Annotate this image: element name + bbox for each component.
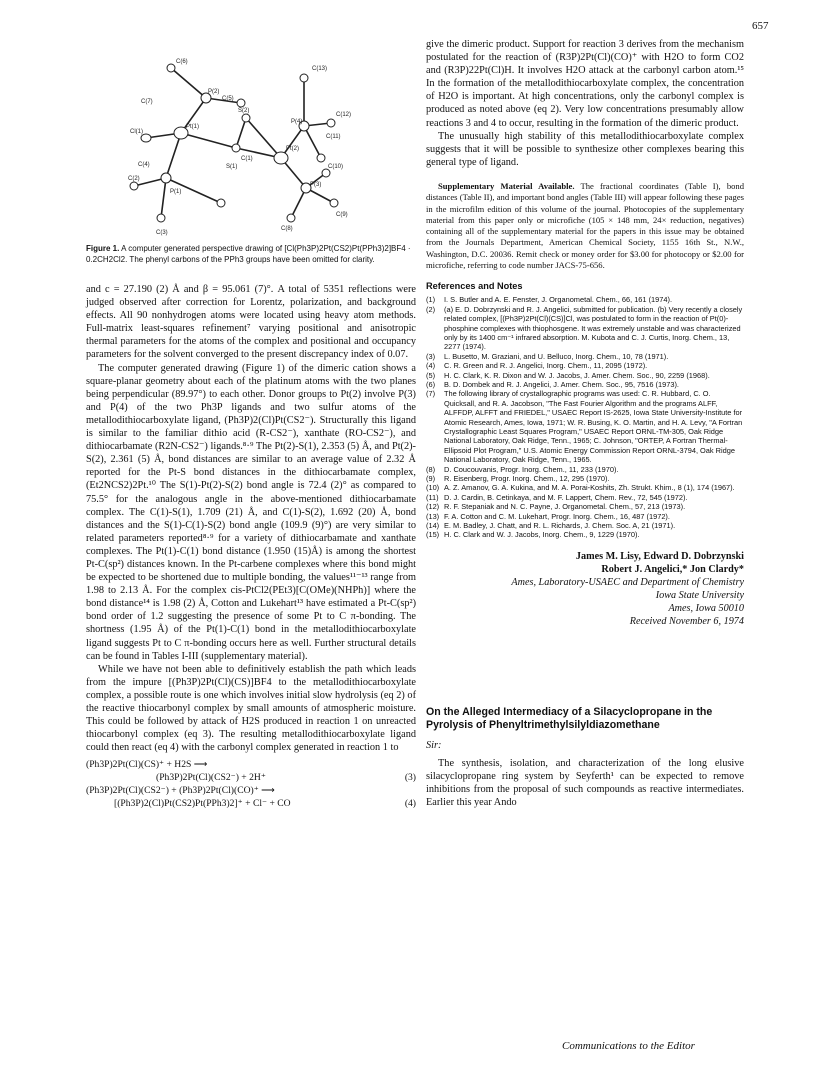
equation-3-line-2: (Ph3P)2Pt(Cl)(CS2⁻) + 2H⁺ (3) [156,772,416,784]
atom-label-c3: C(3) [156,230,168,236]
reference-item: (7) The following library of crystallographic programs was used: C. R. Hubbard, C. O. Quicksall, and R. A. Jacobson, "The Fast Fourier Algorithm and the programs ALFF, ALFFDP, ALFFT and FRIEDEL," USAEC Report IS-2625, Iowa State University-Institute for Atomic Research, Ames, Iowa, 1971; W. R. Busing, K. O. Martin, and H. A. Levy, "A Fortran Crystallographic Least Squares Program," USAEC Report ORNL-TM-305, Oak Ridge National Laboratory, Oak Ridge, Tenn., 1965; C. Johnson, "ORTEP, A Fortran Thermal-Ellipsoid Plot Program," U.S. Atomic Energy Commission Report ORNL-3794, Oak Ridge National Laboratory, Oak Ridge, Tenn., 1965. [426,389,743,465]
equations-block [86,758,416,810]
supplementary-material [426,181,744,271]
next-article-paragraph: The synthesis, isolation, and characterization of the long elusive silacyclopropane ring system by Seyferth¹ can be expected to remove inhibitions from the proposal of such compounds as reactive intermediates. Earlier this year Ando [426,757,744,809]
atom-label-p3: P(3) [310,182,322,188]
affiliation-line-2: Iowa State University [655,589,744,601]
figure-caption [86,244,416,265]
equation-4-line-2: [(Ph3P)2(Cl)Pt(CS2)Pt(PPh3)2]⁺ + Cl⁻ + CO (4) [114,798,416,810]
right-paragraph-1: give the dimeric product. Support for reaction 3 derives from the mechanism postulated for the reaction of (R3P)2Pt(Cl)(CO)⁺ with H2O to form CO2 and (R3P)22Pt(Cl)H. It involves H2O attack at the carbonyl carbon atom.¹⁵ In the formation of the metallodithiocarboxylate complex, the concentration of H2O is important. At high concentrations, only the carbonyl complex is produced as noted above (eq 2). Very low concentrations presumably allow reactions 3 and 4 to occur, resulting in the formation of the dimeric product. [426,39,744,129]
figure-caption-label: Figure 1. [86,244,120,253]
equation-4-number: (4) [404,798,416,810]
right-paragraph-2: The unusually high stability of this metallodithiocarboxylate complex suggests that it will be possible to synthesize other complexes bearing this general type of ligand. [426,130,744,168]
page-number: 657 [752,20,769,32]
atom-label-pt2: Pt(2) [286,146,300,152]
equation-3-number: (3) [404,772,416,784]
page-footer: Communications to the Editor [562,1040,695,1052]
body-paragraph-1: and c = 27.190 (2) Å and β = 95.061 (7)°. A total of 5351 reflections were judged observed after correction for Lorentz, polarization, and background effects. All 90 nonhydrogen atoms were located using heavy atom methods. Full-matrix least-squares refinement⁷ varying positional and anisotropic thermal parameters for the atoms of the complex and positional and occupancy parameters for the solvent converged to the present discrepancy index of 0.07. [86,284,416,361]
next-article-title: On the Alleged Intermediacy of a Silacyclopropane in the Pyrolysis of Phenyltrimethylsilyldiazomethane [426,705,713,731]
atom-label-c7: C(7) [141,99,153,105]
atom-label-c11: C(11) [326,134,341,140]
reference-item: (4) C. R. Green and R. J. Angelici, Inorg. Chem., 11, 2095 (1972). [426,361,648,371]
authors-line-1: James M. Lisy, Edward D. Dobrzynski [575,550,744,562]
atom-label-s2: S(2) [238,108,250,114]
reference-item: (11) D. J. Cardin, B. Cetinkaya, and M. F. Lappert, Chem. Rev., 72, 545 (1972). [426,492,688,502]
atom-label-c4: C(4) [138,162,150,168]
atom-label-s1: S(1) [226,164,238,170]
equation-3-line-1: (Ph3P)2Pt(Cl)(CS)⁺ + H2S ⟶ [86,759,208,771]
molecule-ortep-drawing [86,38,416,238]
reference-item: (9) R. Eisenberg, Progr. Inorg. Chem., 12, 295 (1970). [426,474,610,484]
reference-item: (3) L. Busetto, M. Graziani, and U. Belluco, Inorg. Chem., 10, 78 (1971). [426,351,669,361]
atom-label-c8: C(8) [281,226,293,232]
figure-caption-text: A computer generated perspective drawing of [Cl(Ph3P)2Pt(CS2)Pt(PPh3)2]BF4 · 0.2CH2Cl2. The phenyl carbons of the PPh3 groups have been omitted for clarity. [86,244,411,264]
references-list [426,295,744,540]
reference-item: (15) H. C. Clark and W. J. Jacobs, Inorg. Chem., 9, 1229 (1970). [426,530,640,540]
left-column [86,38,416,810]
atom-label-cl1: Cl(1) [130,129,143,135]
atom-label-p1: P(1) [170,189,182,195]
supplementary-label: Supplementary Material Available. [438,180,575,191]
authors-line-2: Robert J. Angelici,* Jon Clardy* [601,563,744,575]
right-column [426,38,744,809]
left-body [86,283,416,754]
salutation: Sir: [426,739,442,751]
atom-label-p4: P(4) [291,119,303,125]
affiliation-line-1: Ames, Laboratory-USAEC and Department of Chemistry [511,576,744,588]
references-heading: References and Notes [426,281,523,292]
supplementary-text: The fractional coordinates (Table I), bond distances (Table II), and important bond angles (Table III) will appear following these pages in the microfilm edition of this volume of the journal. Photocopies of the supplementary material from this paper only or microfiche (105 × 148 mm, 24× reduction, negatives) containing all of the supplementary material for the papers in this issue may be obtained from the Journals Department, American Chemical Society, 1155 16th St., N.W., Washington, D.C. 20036. Remit check or money order for $3.00 for photocopy or $2.00 for microfiche, referring to code number JACS-75-656. [426,180,745,271]
affiliation-line-3: Ames, Iowa 50010 [668,602,744,614]
author-block [426,550,744,628]
figure-1-drawing [86,38,416,238]
received-date: Received November 6, 1974 [629,615,744,627]
body-paragraph-2: The computer generated drawing (Figure 1) of the dimeric cation shows a square-planar geometry about each of the platinum atoms with the two planes being perpendicular (89.97°) to each other. Donor groups to Pt(2) involve P(3) and P(4) of the two Ph3P ligands and two sulfur atoms of the metallodithiocarboxylate ligand, (Ph3P)2(Cl)Pt(CS2⁻). Structurally this ligand is similar to the familiar dithio acid (R-CS2⁻), xanthate (RO-CS2⁻), and dithiocarbamate (R2N-CS2⁻) ligands.⁸·⁹ The Pt(2)-S(1), 2.353 (5) Å, and Pt(2)-S(2), 2.361 (5) Å, bond distances are similar to an average value of 2.32 Å reported for the Pt-S bond distances in the dithiocarbamate complex, (Et2NCS2)2Pt.¹⁰ The S(1)-Pt(2)-S(2) bond angle is 72.4 (2)° as compared to 75.5° for the analogous angle in the above-mentioned dithiocarbamate complex. The C(1)-S(1), 1.709 (21) Å, and C(1)-S(2), 1.692 (20) Å, bond distances and the S(1)-C(1)-S(2) bond angle (109.9 (9)°) are very similar to related parameters reported⁸·⁹ for a variety of dithiocarbamate and xanthate complexes. The Pt(1)-C(1) bond distance (1.950 (15)Å) is among the shortest Pt-C(sp²) distances known. In the Pt-carbene complexes where this bond might be expected to be shortened due to multiple bonding, the values¹¹⁻¹³ range from 1.98 to 2.13 Å. For the complex cis-PtCl2(PEt3)[C(OMe)(NHPh)] where the bond distance¹⁴ is 1.98 (2) Å, Cotton and Lukehart¹³ have estimated a Pt-C(sp²) bond order of 1.2 suggesting the presence of some Pt to C π-bonding. The shortness (1.95 Å) of the Pt(1)-C(1) bond in the metallodithiocarboxylate ligand suggests Pt to C π-bonding occurs here as well. Further structural details can be found in Tables I-III (supplementary material). [86,362,416,662]
reference-item: (8) D. Coucouvanis, Progr. Inorg. Chem., 11, 233 (1970). [426,464,619,474]
reference-item: (13) F. A. Cotton and C. M. Lukehart, Progr. Inorg. Chem., 16, 487 (1972). [426,511,670,521]
atom-label-c9: C(9) [336,212,348,218]
reference-item: (6) B. D. Dombek and R. J. Angelici, J. Amer. Chem. Soc., 95, 7516 (1973). [426,379,679,389]
atom-label-pt1: Pt(1) [186,124,200,130]
reference-item: (14) E. M. Badley, J. Chatt, and R. L. Richards, J. Chem. Soc. A, 21 (1971). [426,521,676,531]
reference-item: (1) I. S. Butler and A. E. Fenster, J. Organometal. Chem., 66, 161 (1974). [426,295,672,305]
equation-4-line-1: (Ph3P)2Pt(Cl)(CS2⁻) + (Ph3P)2Pt(Cl)(CO)⁺ ⟶ [86,785,275,797]
reference-item: (2) (a) E. D. Dobrzynski and R. J. Angelici, submitted for publication. (b) Very recently a closely related complex, [(Ph3P)2Pt(Cl)(CS)]Cl, was postulated to form in the reaction of Pt(0)-phosphine complexes with thiophosgene. It was extremely unstable and was characterized only by its 1400 cm⁻¹ infrared absorption. M. Kubota and C. J. Curtis, Inorg. Chem., 13, 2277 (1974). [426,304,743,352]
atom-label-c1: C(1) [241,156,253,162]
atom-label-c6: C(6) [176,59,188,65]
body-paragraph-3: While we have not been able to definitively establish the path which leads from the impure [(Ph3P)2Pt(Cl)(CS)]BF4 to the metallodithiocarboxylate complex, a possible route is one which involves initial slow hydrolysis (eq 2) of the reactive thiocarbonyl complex by small amounts of atmospheric moisture. This could be followed by attack of H2S produced in reaction 1 on unreacted thiocarbonyl complex (eq 3). The resulting metallodithiocarboxylate ligand could then react (eq 4) with the carbonyl complex generated in reaction 1 to [86,663,416,754]
atom-label-c13: C(13) [312,66,328,72]
atom-label-c10: C(10) [328,164,344,170]
atom-label-c5: C(5) [222,96,234,102]
reference-item: (5) H. C. Clark, K. R. Dixon and W. J. Jacobs, J. Amer. Chem. Soc., 90, 2259 (1968). [426,370,710,380]
atom-label-p2: P(2) [208,89,220,95]
atom-label-c12: C(12) [336,112,352,118]
reference-item: (12) R. F. Stepaniak and N. C. Payne, J. Organometal. Chem., 57, 213 (1973). [426,502,686,512]
reference-item: (10) A. Z. Amanov, G. A. Kukina, and M. A. Porai-Koshits, Zh. Strukt. Khim., 8 (1), 174 (1967). [426,483,735,493]
atom-label-c2: C(2) [128,176,140,182]
